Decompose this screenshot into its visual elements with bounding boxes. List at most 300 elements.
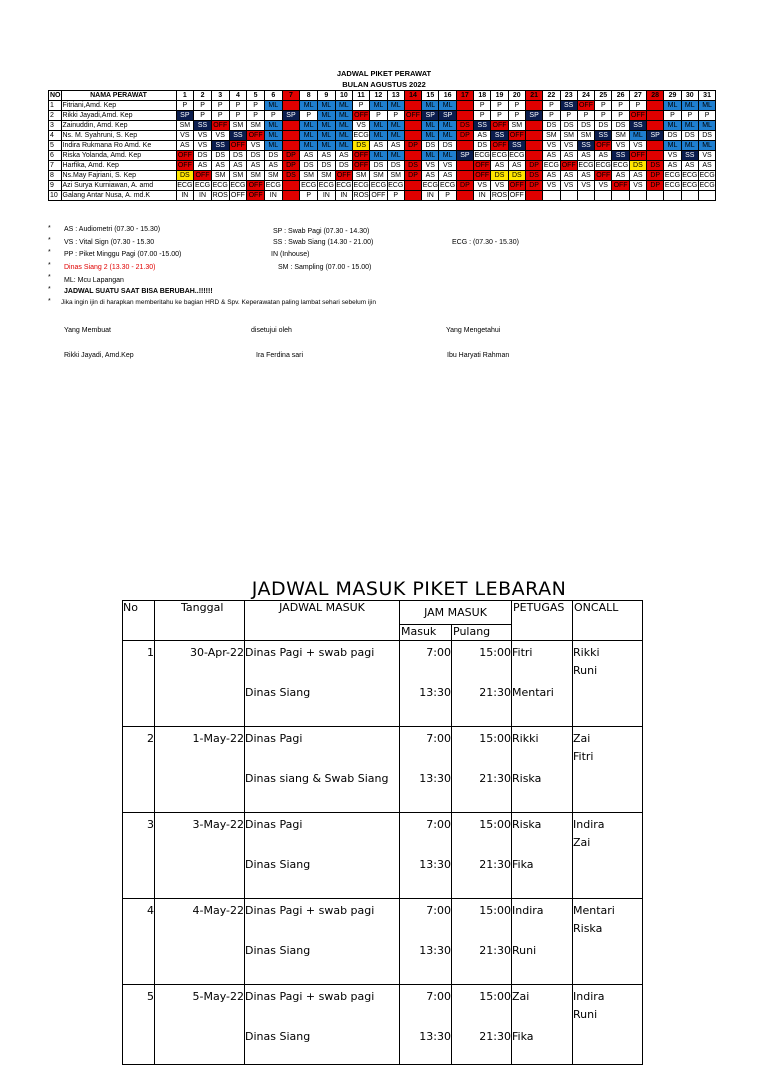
shift-cell: VS bbox=[352, 121, 369, 131]
shift-cell: ML bbox=[370, 101, 387, 111]
pulang-cell bbox=[452, 899, 512, 985]
shift-cell bbox=[525, 191, 542, 201]
shift-cell: SM bbox=[387, 171, 404, 181]
shift-cell: AS bbox=[300, 151, 318, 161]
jadwal-cell bbox=[245, 727, 400, 813]
shift-cell: VS bbox=[176, 131, 194, 141]
shift-cell: P bbox=[491, 101, 508, 111]
shift-cell bbox=[664, 191, 681, 201]
legend-bullet: * bbox=[48, 249, 51, 256]
shift-cell: P bbox=[508, 101, 525, 111]
shift-cell: ECG bbox=[440, 182, 456, 189]
shift-cell: P bbox=[352, 101, 369, 111]
shift-cell: AS bbox=[543, 151, 560, 161]
petugas-cell bbox=[512, 985, 573, 1065]
shift-cell: ML bbox=[370, 121, 387, 131]
shift-cell: VS bbox=[474, 181, 491, 191]
sig-made-label: Yang Membuat bbox=[64, 327, 111, 334]
shift-cell: SM bbox=[247, 121, 265, 131]
shift-cell: OFF bbox=[354, 152, 369, 159]
row-date: 4-May-22 bbox=[192, 904, 244, 917]
shift-cell: VS bbox=[612, 141, 629, 151]
row-no: 4 bbox=[147, 904, 154, 917]
shift-cell: ML bbox=[335, 101, 352, 111]
day-header: 10 bbox=[335, 91, 352, 101]
sig-known-name: Ibu Haryati Rahman bbox=[447, 352, 510, 359]
shift-cell: P bbox=[229, 101, 247, 111]
time-out: 21:30 bbox=[479, 858, 511, 871]
shift-cell: OFF bbox=[509, 182, 524, 189]
petugas-cell bbox=[512, 813, 573, 899]
shift-cell: ROS bbox=[491, 192, 508, 199]
petugas-cell bbox=[512, 899, 573, 985]
table-row bbox=[123, 899, 643, 985]
shift-cell: ML bbox=[387, 101, 404, 111]
header-no: No bbox=[123, 601, 155, 641]
shift-cell: AS bbox=[335, 151, 352, 161]
shift-cell bbox=[525, 101, 542, 111]
shift-cell: ML bbox=[439, 101, 456, 111]
shift-cell: P bbox=[300, 191, 318, 201]
shift-cell: OFF bbox=[492, 122, 507, 129]
row-date: 30-Apr-22 bbox=[189, 646, 244, 659]
shift-cell: VS bbox=[629, 141, 646, 151]
legend-bullet: * bbox=[48, 298, 51, 305]
shift-cell: AS bbox=[247, 161, 265, 171]
header-masuk: Masuk bbox=[400, 625, 452, 641]
shift-cell: P bbox=[543, 101, 560, 111]
shift-cell: OFF bbox=[509, 132, 524, 139]
legend-vs: VS : Vital Sign (07.30 - 15.30 bbox=[64, 239, 155, 246]
staff-name: Riska bbox=[512, 772, 542, 785]
date-cell bbox=[155, 813, 245, 899]
legend-note: Jika ingin ijin di harapkan memberitahu ke bagian HRD & Spv. Keperawatan paling lambat sehari sebelum ijin bbox=[61, 299, 376, 306]
jadwal-cell bbox=[245, 813, 400, 899]
time-in: 7:00 bbox=[426, 818, 451, 831]
shift-cell: AS bbox=[474, 131, 491, 141]
day-header: 15 bbox=[422, 91, 439, 101]
shift-cell: OFF bbox=[613, 182, 628, 189]
shift-cell bbox=[404, 151, 421, 161]
shift-cell: DS bbox=[247, 151, 265, 161]
nurse-name: Rikki Jayadi,Amd. Kep bbox=[61, 111, 176, 121]
shift-cell: DS bbox=[525, 171, 542, 181]
nurse-name: Ns. M. Syahruni, S. Kep bbox=[61, 131, 176, 141]
shift-cell: DP bbox=[282, 161, 300, 171]
shift-cell bbox=[560, 191, 577, 201]
sig-approved-label: disetujui oleh bbox=[251, 327, 292, 334]
table-row bbox=[49, 101, 716, 111]
day-header: 24 bbox=[577, 91, 594, 101]
time-out: 21:30 bbox=[479, 944, 511, 957]
shift-cell: AS bbox=[560, 151, 577, 161]
shift-cell: ML bbox=[387, 121, 404, 131]
shift-cell: DS bbox=[560, 121, 577, 131]
no-cell bbox=[123, 899, 155, 985]
day-header: 28 bbox=[647, 91, 664, 101]
oncall-cell bbox=[573, 899, 643, 985]
shift-cell: SM bbox=[247, 171, 265, 181]
day-header: 12 bbox=[370, 91, 387, 101]
shift-cell: AS bbox=[211, 161, 229, 171]
shift-cell: P bbox=[439, 191, 456, 201]
oncall-name: Indira bbox=[573, 990, 605, 1003]
day-header: 17 bbox=[456, 91, 473, 101]
shift-cell: P bbox=[370, 111, 387, 121]
shift-cell: ECG bbox=[595, 162, 611, 169]
header-name: NAMA PERAWAT bbox=[61, 91, 176, 101]
shift-cell: VS bbox=[595, 181, 612, 191]
nurse-name: Ns.May Fajriani, S. Kep bbox=[61, 171, 176, 181]
shift-cell: P bbox=[577, 111, 594, 121]
staff-name: Zai bbox=[512, 990, 530, 1003]
shift-cell bbox=[456, 101, 473, 111]
legend-ml: ML: Mcu Lapangan bbox=[64, 277, 124, 284]
shift-cell: IN bbox=[318, 191, 336, 201]
shift-cell: ML bbox=[422, 121, 439, 131]
shift-cell bbox=[282, 141, 300, 151]
shift-cell bbox=[543, 191, 560, 201]
shift-cell bbox=[404, 191, 421, 201]
time-in: 7:00 bbox=[426, 904, 451, 917]
shift-cell: ECG bbox=[613, 162, 629, 169]
shift-cell: ECG bbox=[336, 182, 352, 189]
shift-cell: ML bbox=[264, 131, 282, 141]
day-header: 14 bbox=[404, 91, 421, 101]
schedule-title: JADWAL PIKET PERAWAT bbox=[336, 69, 432, 78]
shift-cell: ECG bbox=[509, 152, 525, 159]
shift-cell: ROS bbox=[353, 192, 369, 199]
shift-cell: AS bbox=[264, 161, 282, 171]
shift-cell: ECG bbox=[664, 172, 681, 179]
shift-cell: SS bbox=[629, 121, 646, 131]
time-in: 7:00 bbox=[426, 646, 451, 659]
shift-cell: IN bbox=[335, 191, 352, 201]
shift-cell: SS bbox=[577, 141, 594, 151]
oncall-name: Rikki bbox=[573, 646, 600, 659]
oncall-cell bbox=[573, 641, 643, 727]
shift-cell bbox=[525, 141, 542, 151]
shift-cell: OFF bbox=[354, 162, 369, 169]
nurse-name: Harfika, Amd. Kep bbox=[61, 161, 176, 171]
time-out: 15:00 bbox=[479, 646, 511, 659]
shift-cell: IN bbox=[422, 191, 439, 201]
date-cell bbox=[155, 641, 245, 727]
shift-cell: VS bbox=[543, 141, 560, 151]
shift-cell: AS bbox=[370, 141, 387, 151]
shift-cell bbox=[525, 151, 542, 161]
header-jadwal: JADWAL MASUK bbox=[245, 601, 400, 641]
shift-cell: OFF bbox=[561, 162, 576, 169]
nurse-name: Indira Rukmana Ro Amd. Ke bbox=[61, 141, 176, 151]
shift-cell: P bbox=[264, 111, 282, 121]
shift-cell: P bbox=[474, 111, 491, 121]
day-header: 27 bbox=[629, 91, 646, 101]
row-date: 1-May-22 bbox=[192, 732, 244, 745]
shift-cell: AS bbox=[698, 161, 715, 171]
shift-cell bbox=[525, 131, 542, 141]
shift-label: Dinas Pagi + swab pagi bbox=[245, 990, 375, 1003]
shift-cell: DS bbox=[681, 131, 698, 141]
sig-approved-name: Ira Ferdina sari bbox=[256, 352, 304, 359]
day-header: 4 bbox=[229, 91, 247, 101]
table-row bbox=[49, 161, 716, 171]
day-header: 21 bbox=[525, 91, 542, 101]
oncall-cell bbox=[573, 727, 643, 813]
shift-cell: P bbox=[508, 111, 525, 121]
shift-cell: ECG bbox=[265, 182, 281, 189]
shift-label: Dinas Pagi bbox=[245, 818, 303, 831]
shift-cell: OFF bbox=[475, 172, 490, 179]
shift-cell: ML bbox=[264, 141, 282, 151]
shift-cell: AS bbox=[439, 171, 456, 181]
shift-cell: ML bbox=[335, 121, 352, 131]
time-in: 13:30 bbox=[419, 858, 451, 871]
time-in: 7:00 bbox=[426, 990, 451, 1003]
jadwal-cell bbox=[245, 899, 400, 985]
shift-cell: DS bbox=[664, 131, 681, 141]
shift-cell bbox=[282, 121, 300, 131]
shift-cell: VS bbox=[247, 141, 265, 151]
shift-cell: ECG bbox=[474, 152, 490, 159]
date-cell bbox=[155, 985, 245, 1065]
shift-label: Dinas Pagi + swab pagi bbox=[245, 904, 375, 917]
time-in: 13:30 bbox=[419, 944, 451, 957]
shift-cell: SM bbox=[176, 121, 194, 131]
staff-name: Indira bbox=[512, 904, 544, 917]
day-header: 13 bbox=[387, 91, 404, 101]
shift-cell: ECG bbox=[301, 182, 317, 189]
shift-cell: ML bbox=[698, 141, 715, 151]
legend-sm: SM : Sampling (07.00 - 15.00) bbox=[278, 264, 372, 271]
time-out: 15:00 bbox=[479, 904, 511, 917]
shift-cell: SP bbox=[176, 111, 194, 121]
shift-cell bbox=[404, 121, 421, 131]
oncall-name: Runi bbox=[573, 1008, 598, 1021]
shift-cell: ECG bbox=[422, 182, 438, 189]
time-out: 21:30 bbox=[479, 1030, 511, 1043]
time-in: 13:30 bbox=[419, 686, 451, 699]
legend-bullet: * bbox=[48, 237, 51, 244]
shift-cell bbox=[456, 141, 473, 151]
shift-cell: ECG bbox=[230, 182, 246, 189]
shift-cell: SM bbox=[560, 131, 577, 141]
shift-cell bbox=[681, 191, 698, 201]
shift-cell: ECG bbox=[664, 182, 681, 189]
shift-cell: DS bbox=[211, 151, 229, 161]
nurse-no: 10 bbox=[49, 191, 62, 201]
shift-cell: DS bbox=[404, 161, 421, 171]
shift-cell: DP bbox=[404, 171, 421, 181]
shift-cell: SP bbox=[647, 131, 664, 141]
day-header: 20 bbox=[508, 91, 525, 101]
shift-cell: SM bbox=[543, 131, 560, 141]
oncall-cell bbox=[573, 813, 643, 899]
shift-cell: OFF bbox=[248, 192, 263, 199]
day-header: 23 bbox=[560, 91, 577, 101]
nurse-no: 5 bbox=[49, 141, 62, 151]
shift-cell: AS bbox=[543, 171, 560, 181]
shift-cell: ML bbox=[681, 101, 698, 111]
lebaran-table bbox=[122, 600, 643, 1065]
time-out: 15:00 bbox=[479, 818, 511, 831]
shift-cell: P bbox=[300, 111, 318, 121]
row-date: 3-May-22 bbox=[192, 818, 244, 831]
masuk-cell bbox=[400, 985, 452, 1065]
time-in: 13:30 bbox=[419, 772, 451, 785]
shift-cell: SS bbox=[211, 141, 229, 151]
nurse-no: 6 bbox=[49, 151, 62, 161]
legend-in: IN (Inhouse) bbox=[271, 251, 310, 258]
shift-cell: DS bbox=[335, 161, 352, 171]
shift-cell: ECG bbox=[578, 162, 594, 169]
shift-cell: SS bbox=[491, 131, 508, 141]
shift-cell: ECG bbox=[699, 172, 715, 179]
shift-cell: DS bbox=[491, 171, 508, 181]
shift-cell bbox=[404, 101, 421, 111]
pulang-cell bbox=[452, 813, 512, 899]
shift-cell: ML bbox=[664, 121, 681, 131]
shift-cell: DS bbox=[229, 151, 247, 161]
shift-cell: DS bbox=[194, 151, 212, 161]
shift-cell bbox=[456, 161, 473, 171]
time-out: 15:00 bbox=[479, 732, 511, 745]
shift-cell: P bbox=[664, 111, 681, 121]
oncall-name: Mentari bbox=[573, 904, 615, 917]
shift-cell: ECG bbox=[370, 182, 387, 189]
shift-cell: SS bbox=[595, 131, 612, 141]
shift-cell: VS bbox=[698, 151, 715, 161]
day-header: 6 bbox=[264, 91, 282, 101]
shift-cell: ML bbox=[422, 131, 439, 141]
shift-cell: ECG bbox=[543, 162, 559, 169]
pulang-cell bbox=[452, 727, 512, 813]
shift-cell: ECG bbox=[318, 182, 334, 189]
shift-cell: SM bbox=[300, 171, 318, 181]
shift-cell bbox=[282, 191, 300, 201]
shift-cell: P bbox=[176, 101, 194, 111]
pulang-cell bbox=[452, 985, 512, 1065]
shift-cell: OFF bbox=[248, 132, 263, 139]
shift-cell: DS bbox=[629, 161, 646, 171]
day-header: 11 bbox=[352, 91, 369, 101]
staff-name: Rikki bbox=[512, 732, 539, 745]
shift-cell: ECG bbox=[353, 132, 369, 139]
shift-cell: P bbox=[560, 111, 577, 121]
shift-cell: IN bbox=[474, 191, 491, 201]
shift-cell: AS bbox=[508, 161, 525, 171]
day-header: 18 bbox=[474, 91, 491, 101]
day-header: 31 bbox=[698, 91, 715, 101]
shift-cell: VS bbox=[194, 131, 212, 141]
shift-cell: ML bbox=[318, 141, 336, 151]
legend-ecg: ECG : (07.30 - 15.30) bbox=[452, 239, 519, 246]
shift-cell: VS bbox=[560, 181, 577, 191]
shift-label: Dinas Siang bbox=[245, 1030, 311, 1043]
jadwal-cell bbox=[245, 641, 400, 727]
shift-cell bbox=[647, 151, 664, 161]
shift-cell bbox=[647, 121, 664, 131]
shift-cell: SP bbox=[439, 111, 456, 121]
time-in: 13:30 bbox=[419, 1030, 451, 1043]
day-header: 19 bbox=[491, 91, 508, 101]
shift-cell: OFF bbox=[354, 112, 369, 119]
oncall-cell bbox=[573, 985, 643, 1065]
shift-cell: DS bbox=[508, 171, 525, 181]
shift-cell: SM bbox=[352, 171, 369, 181]
shift-cell: DS bbox=[282, 171, 300, 181]
shift-cell: SP bbox=[525, 111, 542, 121]
shift-cell: DS bbox=[352, 141, 369, 151]
shift-cell: ECG bbox=[682, 182, 698, 189]
shift-cell bbox=[647, 101, 664, 111]
shift-cell: ML bbox=[698, 101, 715, 111]
nurse-name: Fitriani,Amd. Kep bbox=[61, 101, 176, 111]
legend-sp: SP : Swab Pagi (07.30 - 14.30) bbox=[273, 228, 370, 235]
shift-cell: P bbox=[681, 111, 698, 121]
shift-cell: ECG bbox=[699, 182, 715, 189]
time-in: 7:00 bbox=[426, 732, 451, 745]
shift-cell: SS bbox=[229, 131, 247, 141]
shift-cell: VS bbox=[211, 131, 229, 141]
day-header: 9 bbox=[318, 91, 336, 101]
shift-cell bbox=[629, 191, 646, 201]
shift-cell: SM bbox=[370, 171, 387, 181]
no-cell bbox=[123, 727, 155, 813]
shift-cell: P bbox=[595, 101, 612, 111]
shift-cell: P bbox=[194, 101, 212, 111]
shift-cell: P bbox=[229, 111, 247, 121]
shift-cell: OFF bbox=[230, 192, 245, 199]
shift-label: Dinas Siang bbox=[245, 858, 311, 871]
shift-cell: ML bbox=[681, 141, 698, 151]
shift-cell: P bbox=[543, 111, 560, 121]
shift-cell: OFF bbox=[475, 162, 490, 169]
shift-cell: AS bbox=[577, 151, 594, 161]
shift-label: Dinas Siang bbox=[245, 944, 311, 957]
shift-cell: ML bbox=[264, 101, 282, 111]
shift-cell: AS bbox=[176, 141, 194, 151]
shift-cell: ECG bbox=[491, 152, 508, 159]
day-header: 29 bbox=[664, 91, 681, 101]
day-header: 16 bbox=[439, 91, 456, 101]
shift-cell: DS bbox=[318, 161, 336, 171]
shift-cell: DS bbox=[370, 161, 387, 171]
oncall-name: Indira bbox=[573, 818, 605, 831]
shift-cell: ECG bbox=[388, 182, 404, 189]
shift-cell: ML bbox=[335, 131, 352, 141]
shift-cell: ECG bbox=[194, 182, 211, 189]
shift-cell bbox=[456, 171, 473, 181]
shift-cell: OFF bbox=[371, 192, 386, 199]
table-row bbox=[123, 727, 643, 813]
row-date: 5-May-22 bbox=[192, 990, 244, 1003]
shift-cell: AS bbox=[318, 151, 336, 161]
legend-bullet: * bbox=[48, 286, 51, 293]
shift-cell: P bbox=[612, 111, 629, 121]
table-row bbox=[49, 121, 716, 131]
shift-cell: DS bbox=[698, 131, 715, 141]
shift-cell: DS bbox=[176, 171, 194, 181]
nurse-name: Azi Surya Kurniawan, A. amd bbox=[61, 181, 176, 191]
shift-cell: P bbox=[491, 111, 508, 121]
shift-cell: DS bbox=[474, 141, 491, 151]
shift-cell: OFF bbox=[230, 142, 245, 149]
nurse-no: 7 bbox=[49, 161, 62, 171]
shift-cell: P bbox=[211, 101, 229, 111]
shift-cell: AS bbox=[491, 161, 508, 171]
shift-cell: OFF bbox=[177, 152, 192, 159]
